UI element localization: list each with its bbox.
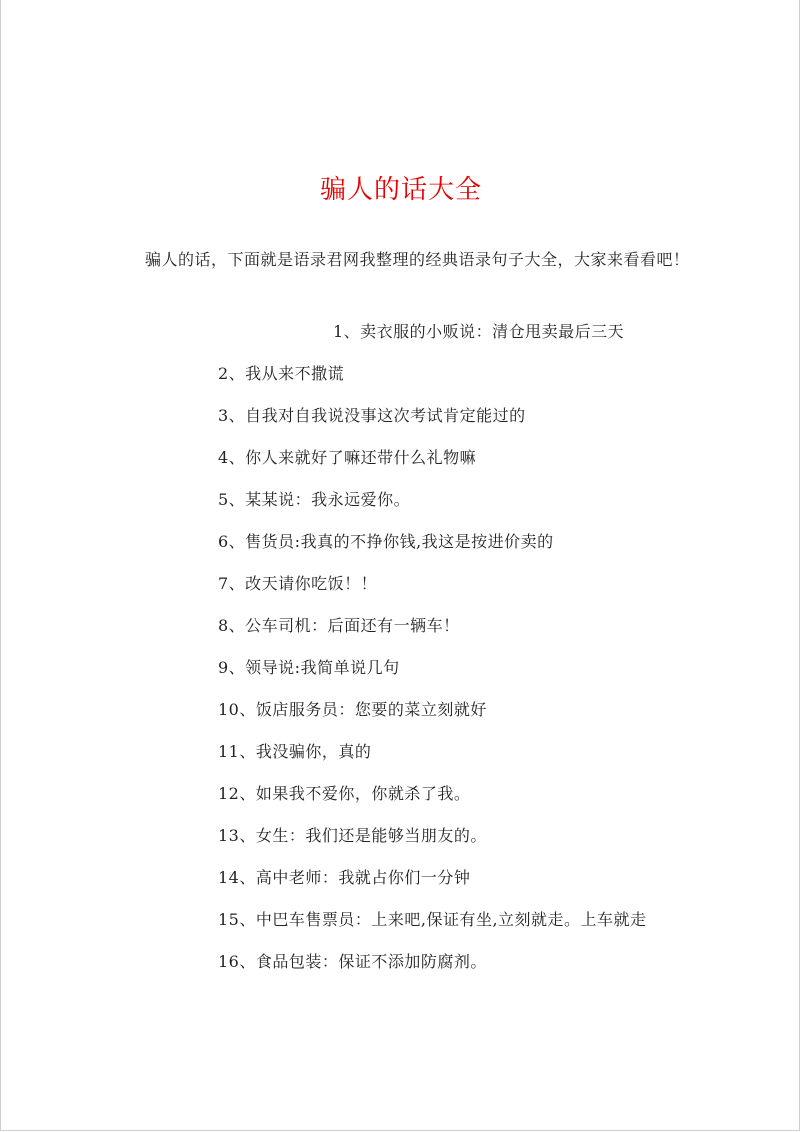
list-item: 2、我从来不撒谎 xyxy=(218,364,345,383)
list-item: 7、改天请你吃饭！！ xyxy=(218,574,378,593)
list-item: 14、高中老师：我就占你们一分钟 xyxy=(218,868,471,887)
list-item: 13、女生：我们还是能够当朋友的。 xyxy=(218,826,487,845)
list-item: 6、售货员:我真的不挣你钱,我这是按进价卖的 xyxy=(218,532,554,551)
list-item: 10、饭店服务员：您要的菜立刻就好 xyxy=(218,700,487,719)
intro-paragraph: 骗人的话，下面就是语录君网我整理的经典语录句子大全，大家来看看吧！ xyxy=(145,250,690,269)
list-item: 16、食品包装：保证不添加防腐剂。 xyxy=(218,952,487,971)
list-item: 11、我没骗你，真的 xyxy=(218,742,372,761)
list-item: 9、领导说:我简单说几句 xyxy=(218,658,400,677)
quote-list xyxy=(1,322,800,994)
list-item: 15、中巴车售票员：上来吧,保证有坐,立刻就走。上车就走 xyxy=(218,910,647,929)
list-item: 3、自我对自我说没事这次考试肯定能过的 xyxy=(218,406,526,425)
list-item: 4、你人来就好了嘛还带什么礼物嘛 xyxy=(218,448,477,467)
document-title: 骗人的话大全 xyxy=(319,175,482,205)
list-item: 8、公车司机：后面还有一辆车！ xyxy=(218,616,460,635)
list-item: 1、卖衣服的小贩说：清仓甩卖最后三天 xyxy=(333,322,625,341)
list-item: 12、如果我不爱你，你就杀了我。 xyxy=(218,784,471,803)
list-item: 5、某某说：我永远爱你。 xyxy=(218,490,411,509)
